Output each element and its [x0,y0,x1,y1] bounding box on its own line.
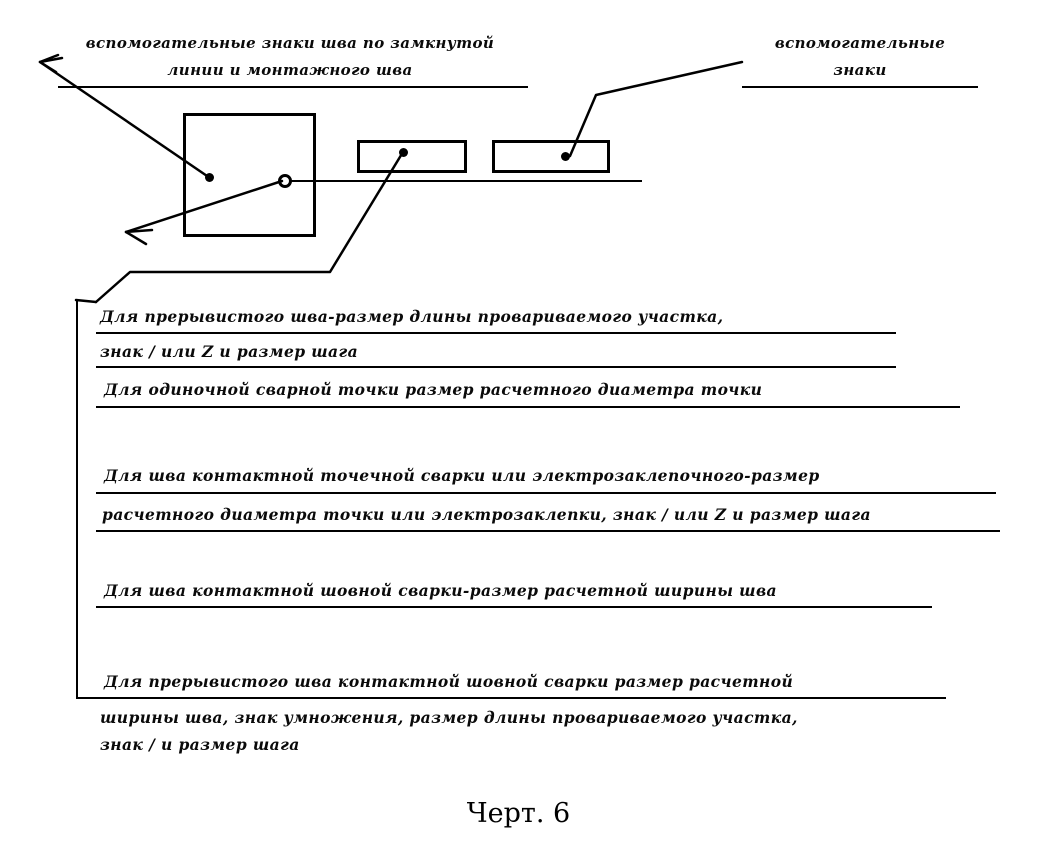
square-symbol-frame [183,113,316,237]
rectangle-1-anchor-dot [399,148,408,157]
seam-baseline [285,180,642,182]
row-2-rule [96,406,960,408]
annotation-left-underline [58,86,528,88]
arrowhead-closed-loop [126,230,152,244]
annotation-right-line2: знаки [833,61,887,79]
row-5-line-2: ширины шва, знак умножения, размер длины провариваемого участка, [100,708,798,727]
row-1-rule-2 [96,366,896,368]
row-3-rule-2 [96,530,1000,532]
annotation-right-underline [742,86,978,88]
rectangle-symbol-frame-2 [492,140,610,173]
row-3-line-1: Для шва контактной точечной сварки или электрозаклепочного-размер [104,466,820,485]
row-5-rule [76,697,946,699]
annotation-left-line2: линии и монтажного шва [167,61,413,79]
annotation-left-line1: вспомогательные знаки шва по замкнутой [85,34,495,52]
square-anchor-dot [205,173,214,182]
row-3-rule-1 [96,492,996,494]
row-1-line-2: знак / или Z и размер шага [100,342,359,361]
row-2-line-1: Для одиночной сварной точки размер расчетного диаметра точки [104,380,763,399]
row-5-line-3: знак / и размер шага [100,735,300,754]
leader-rows-bracket-tip [76,300,96,302]
figure-caption: Черт. 6 [466,798,571,829]
rows-bracket-spine [76,300,78,698]
row-5-line-1: Для прерывистого шва контактной шовной сварки размер расчетной [104,672,794,691]
row-3-line-2: расчетного диаметра точки или электрозаклепки, знак / или Z и размер шага [102,505,871,524]
rectangle-symbol-frame-1 [357,140,467,173]
row-1-rule-1 [96,332,896,334]
row-4-rule [96,606,932,608]
row-1-line-1: Для прерывистого шва-размер длины провариваемого участка, [100,307,724,326]
circle-closed-seam-icon [278,174,292,188]
annotation-right-line1: вспомогательные [774,34,946,52]
row-4-line-1: Для шва контактной шовной сварки-размер расчетной ширины шва [104,581,777,600]
rectangle-2-anchor-dot [561,152,570,161]
